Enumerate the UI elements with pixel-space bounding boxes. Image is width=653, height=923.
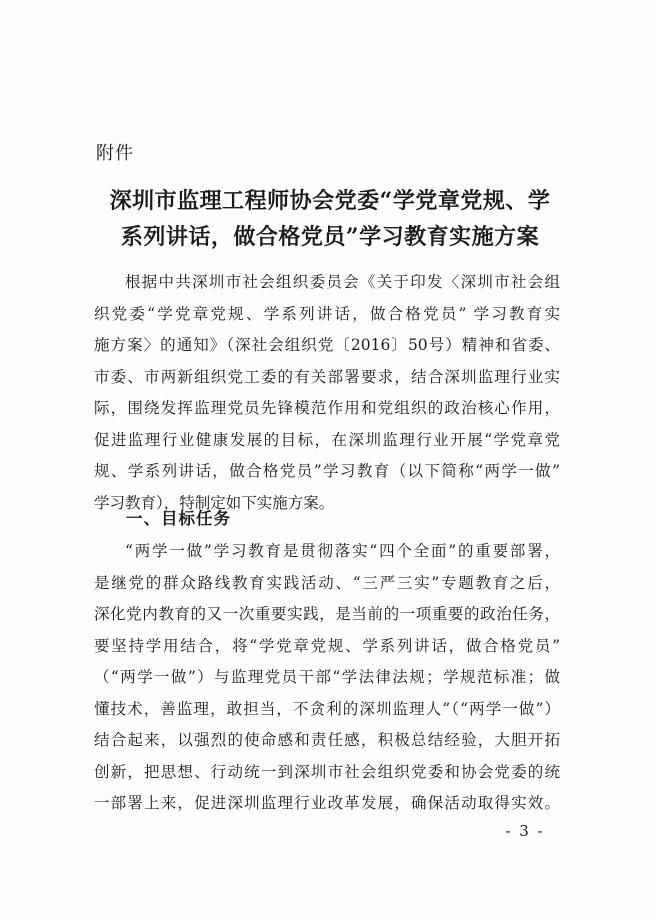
paragraph-line: 懂技术，善监理，敢担当，不贪利的深圳监理人”（“两学一做”） <box>94 699 560 718</box>
section-heading-goals: 一、目标任务 <box>126 509 231 528</box>
paragraph-line: 结合起来，以强烈的使命感和责任感，积极总结经验，大胆开拓 <box>94 731 560 749</box>
paragraph-line: （“两学一做”）与监理党员干部“学法律法规；学规范标准；做 <box>94 668 560 686</box>
paragraph-goals <box>94 536 560 820</box>
paragraph-line: 织党委“学党章党规、学系列讲话，做合格党员” 学习教育实 <box>94 304 560 323</box>
paragraph-line: 促进监理行业健康发展的目标，在深圳监理行业开展“学党章党 <box>94 430 560 449</box>
paragraph-line: 一部署上来，促进深圳监理行业改革发展，确保活动取得实效。 <box>94 794 560 812</box>
paragraph-line: 是继党的群众路线教育实践活动、“三严三实”专题教育之后， <box>94 573 560 592</box>
paragraph-line: 施方案〉的通知》（深社会组织党〔2016〕50号）精神和省委、 <box>94 336 560 354</box>
document-title-line-1: 深圳市监理工程师协会党委“学党章党规、学 <box>109 188 551 214</box>
paragraph-line: 根据中共深圳市社会组织委员会《关于印发〈深圳市社会组 <box>125 273 560 291</box>
paragraph-intro <box>94 267 560 519</box>
paragraph-line: 际，围绕发挥监理党员先锋模范作用和党组织的政治核心作用， <box>94 399 560 417</box>
paragraph-line: 市委、市两新组织党工委的有关部署要求，结合深圳监理行业实 <box>94 367 560 386</box>
attachment-label: 附件 <box>96 143 134 164</box>
paragraph-line: 学习教育），特制定如下实施方案。 <box>94 493 335 512</box>
document-title-line-2: 系列讲话，做合格党员”学习教育实施方案 <box>120 224 540 250</box>
paragraph-line: “两学一做”学习教育是贯彻落实“四个全面”的重要部署， <box>125 542 560 560</box>
page-number: - 3 - <box>505 822 545 840</box>
paragraph-line: 要坚持学用结合，将“学党章党规、学系列讲话，做合格党员” <box>94 636 560 655</box>
paragraph-line: 规、学系列讲话，做合格党员”学习教育（以下简称“两学一做” <box>94 462 560 480</box>
paragraph-line: 深化党内教育的又一次重要实践，是当前的一项重要的政治任务， <box>94 605 560 623</box>
paragraph-line: 创新，把思想、行动统一到深圳市社会组织党委和协会党委的统 <box>94 762 560 781</box>
